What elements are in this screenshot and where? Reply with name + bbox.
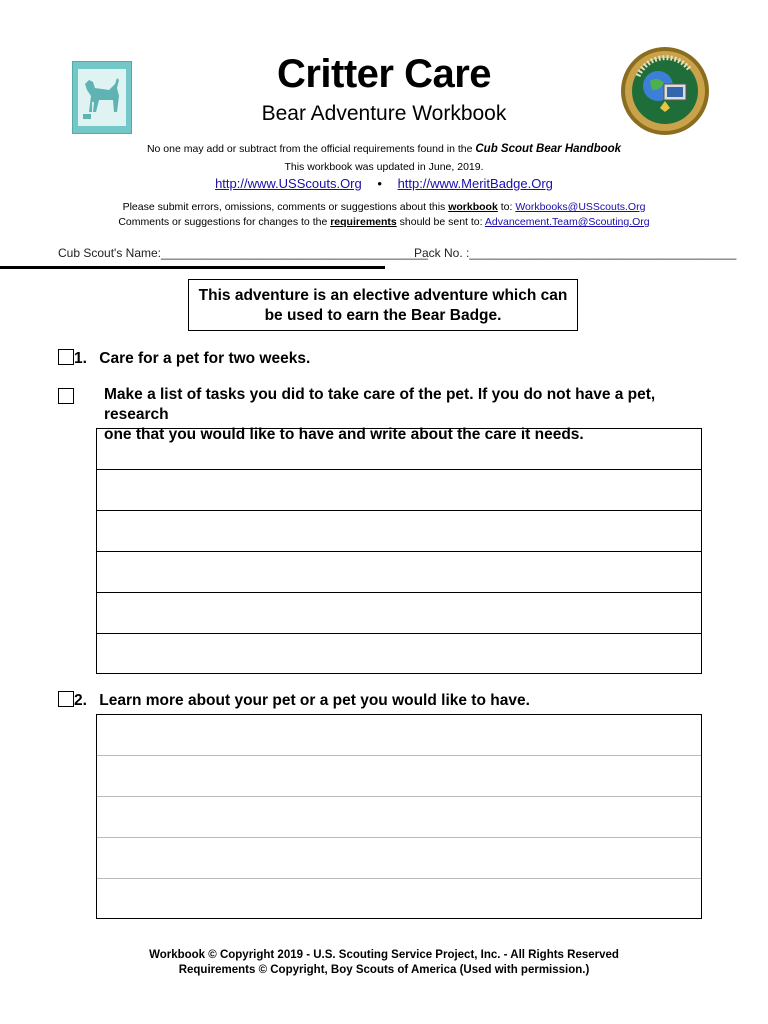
answer-line[interactable] [97, 429, 701, 470]
advancement-email-link[interactable]: Advancement.Team@Scouting.Org [484, 216, 650, 228]
requirement-1-checkbox[interactable] [58, 349, 74, 365]
workbooks-email-link[interactable]: Workbooks@USScouts.Org [515, 201, 646, 213]
handbook-name: Cub Scout Bear Handbook [475, 143, 622, 155]
copyright-line-2: Requirements © Copyright, Boy Scouts of America (Used with permission.) [178, 964, 590, 976]
answer-line[interactable] [97, 511, 701, 552]
official-notice: No one may add or subtract from the official requirements found in the Cub Scout Bear Handbook [146, 143, 622, 155]
answer-line[interactable] [97, 838, 701, 879]
copyright-line-1: Workbook © Copyright 2019 - U.S. Scouting Service Project, Inc. - All Rights Reserved [149, 949, 619, 961]
requirement-2: 2. Learn more about your pet or a pet you would like to have. [58, 691, 530, 711]
requirement-1: 1. Care for a pet for two weeks. [58, 349, 310, 369]
updated-notice: This workbook was updated in June, 2019. [284, 161, 484, 173]
divider [0, 266, 385, 269]
errors-notice: Please submit errors, omissions, comments or suggestions about this workbook to: Workbooks@USScouts.Org [122, 201, 646, 213]
answer-line[interactable] [97, 715, 701, 756]
scout-name-field[interactable]: Cub Scout's Name:________________________________________ [58, 246, 428, 260]
usscouts-link[interactable]: http://www.USScouts.Org [215, 176, 362, 191]
changes-notice: Comments or suggestions for changes to the requirements should be sent to: Advancement.Team@Scouting.Org [118, 216, 650, 228]
answer-line[interactable] [97, 552, 701, 593]
answer-line[interactable] [97, 634, 701, 673]
elective-notice-box: This adventure is an elective adventure which can be used to earn the Bear Badge. [188, 279, 578, 331]
link-separator: • [377, 176, 382, 191]
answer-line[interactable] [97, 797, 701, 838]
meritbadge-link[interactable]: http://www.MeritBadge.Org [397, 176, 553, 191]
page-title: Critter Care [276, 52, 492, 96]
requirement-2-checkbox[interactable] [58, 691, 74, 707]
answer-line[interactable] [97, 756, 701, 797]
answer-line[interactable] [97, 470, 701, 511]
requirement-1b-text: Make a list of tasks you did to take care of the pet. If you do not have a pet, research one that you would like to have and write about the care it needs. [104, 386, 656, 443]
answer-box-2[interactable] [96, 714, 702, 919]
answer-line[interactable] [97, 879, 701, 918]
answer-line[interactable] [97, 593, 701, 634]
answer-box-1[interactable] [96, 428, 702, 674]
requirement-1b-checkbox[interactable] [58, 388, 74, 404]
pack-number-field[interactable]: Pack No. :________________________________________ [414, 246, 737, 260]
website-links [0, 176, 768, 191]
page-subtitle: Bear Adventure Workbook [261, 102, 507, 125]
